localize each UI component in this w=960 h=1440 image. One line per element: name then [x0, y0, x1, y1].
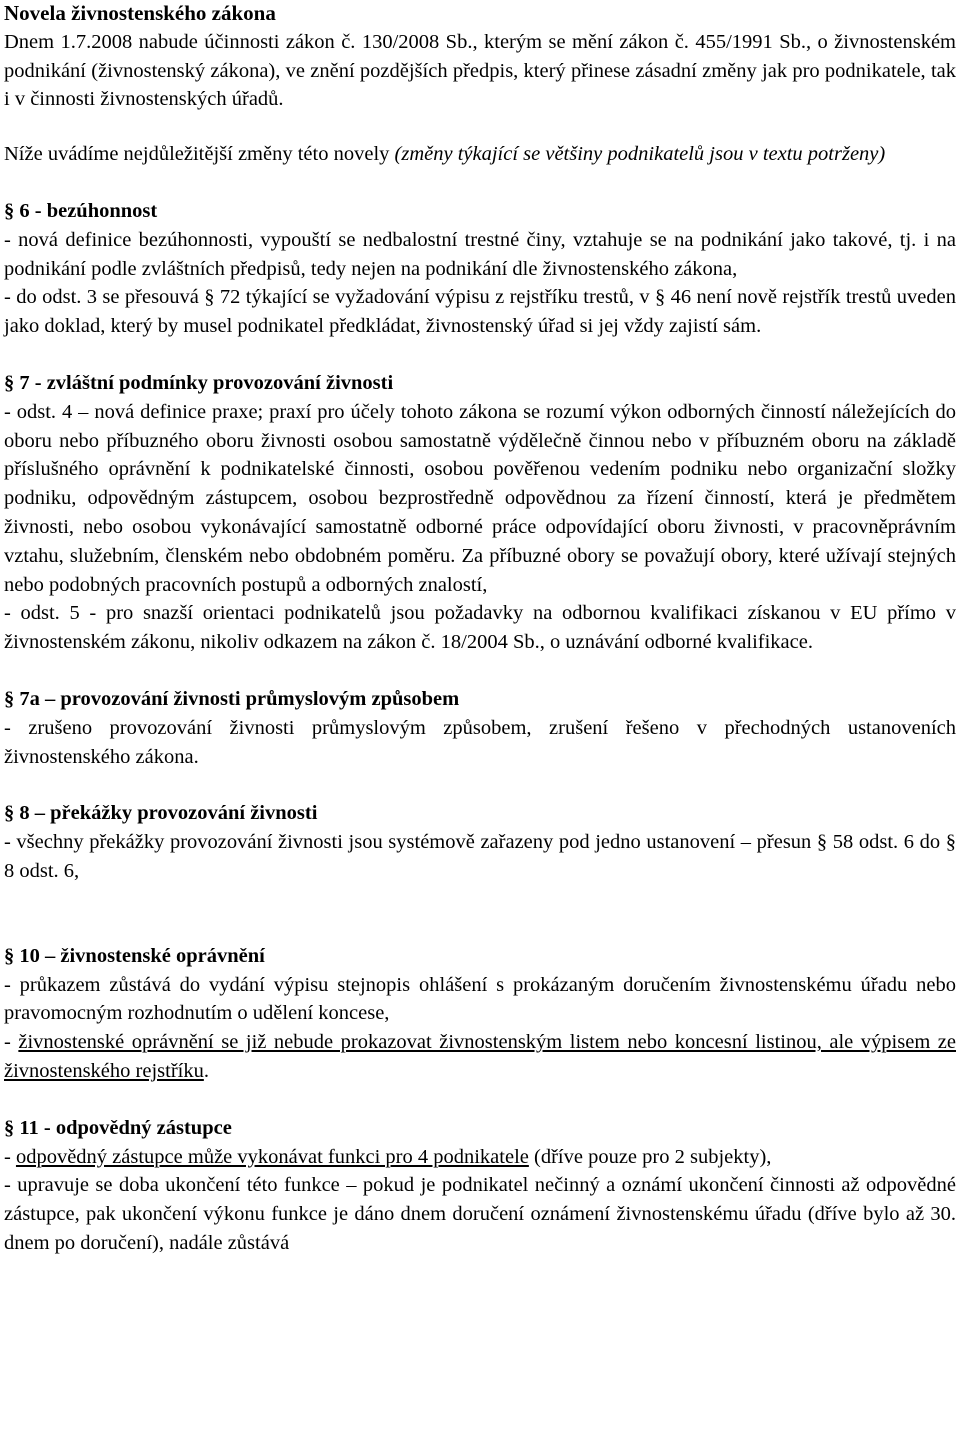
spacer [4, 886, 956, 942]
section-11-paragraph-1 [4, 1143, 956, 1172]
section-11-p1-underlined: odpovědný zástupce může vykonávat funkci pro 4 podnikatele [15, 1145, 529, 1168]
intro-paragraph: Dnem 1.7.2008 nabude účinnosti zákon č. 130/2008 Sb., kterým se mění zákon č. 455/1991 Sb., o živnostenském podnikání (živnostenský zákona), ve znění pozdějších předpis, který přinese zásadní změny jak pro podnikatele, tak i v činnosti živnostenských úřadů. [4, 30, 956, 111]
spacer [4, 341, 956, 369]
section-heading-6: § 6 - bezúhonnost [4, 199, 158, 222]
section-6-paragraph-1: - nová definice bezúhonnosti, vypouští se nedbalostní trestné činy, vztahuje se na podnikání jako takové, tj. i na podnikání podle zvláštních předpisů, tedy nejen na podnikání dle živnostenského zákona, [4, 228, 956, 280]
section-10-paragraph-1: - průkazem zůstává do vydání výpisu stejnopis ohlášení s prokázaným doručením živnostenskému úřadu nebo pravomocným rozhodnutím o udělení koncese, [4, 973, 956, 1025]
section-7-paragraph-2: - odst. 5 - pro snazší orientaci podnikatelů jsou požadavky na odbornou kvalifikaci získanou v EU přímo v živnostenském zákonu, nikoliv odkazem na zákon č. 18/2004 Sb., o uznávání odborné kvalifikace. [4, 602, 956, 654]
spacer [4, 771, 956, 799]
section-10-paragraph-2 [4, 1028, 956, 1086]
spacer [4, 169, 956, 197]
section-10-p2-suffix: . [203, 1059, 209, 1082]
spacer [4, 1086, 956, 1114]
section-7a-paragraph-1: - zrušeno provozování živnosti průmyslovým způsobem, zrušení řešeno v přechodných ustanoveních živnostenského zákona. [4, 716, 956, 768]
lead-italic-note: (změny týkající se většiny podnikatelů jsou v textu potrženy) [394, 143, 886, 166]
section-heading-8: § 8 – překážky provozování živnosti [4, 802, 318, 825]
section-10-p2-underlined: živnostenské oprávnění se již nebude prokazovat živnostenským listem nebo koncesní listinou, ale výpisem ze živnostenského rejstříku [4, 1031, 956, 1082]
section-heading-7: § 7 - zvláštní podmínky provozování živnosti [4, 371, 394, 394]
section-heading-10: § 10 – živnostenské oprávnění [4, 944, 265, 967]
spacer [4, 657, 956, 685]
section-11-p1-prefix: - [4, 1145, 16, 1168]
spacer [4, 114, 956, 140]
section-7-paragraph-1: - odst. 4 – nová definice praxe; praxí pro účely tohoto zákona se rozumí výkon odborných činností náležejících do oboru nebo příbuzného oboru živnosti osobou samostatně výdělečně činnou nebo v příbuzném oboru na základě příslušného oprávnění k podnikatelské činnosti, osobou pověřenou vedením podniku nebo organizační složky podniku, odpovědným zástupcem, osobou bezprostředně odpovědnou za řízení činností, která je předmětem živnosti, nebo osobou vykonávající samostatně odborné práce odpovídající oboru živnosti, v pracovněprávním vztahu, služebním, členském nebo obdobném poměru. Za příbuzné obory se považují obory, které užívají stejných nebo podobných pracovních postupů a odborných znalostí, [4, 400, 956, 596]
section-heading-11: § 11 - odpovědný zástupce [4, 1116, 232, 1139]
section-8-paragraph-1: - všechny překážky provozování živnosti jsou systémově zařazeny pod jedno ustanovení – přesun § 58 odst. 6 do § 8 odst. 6, [4, 831, 956, 882]
section-6-paragraph-2: - do odst. 3 se přesouvá § 72 týkající se vyžadování výpisu z rejstříku trestů, v § 46 není nově rejstřík trestů uveden jako doklad, který by musel podnikatel předkládat, živnostenský úřad si jej vždy zajistí sám. [4, 286, 956, 338]
lead-text: Níže uvádíme nejdůležitější změny této novely [4, 143, 395, 166]
document-title: Novela živnostenského zákona [4, 1, 276, 25]
section-10-p2-prefix: - [4, 1031, 19, 1054]
section-11-p1-suffix: (dříve pouze pro 2 subjekty), [528, 1145, 772, 1168]
section-heading-7a: § 7a – provozování živnosti průmyslovým způsobem [4, 687, 460, 710]
lead-paragraph [4, 140, 956, 169]
document-page [4, 0, 956, 1258]
section-11-paragraph-2: - upravuje se doba ukončení této funkce – pokud je podnikatel nečinný a oznámí ukončení činnosti až odpovědné zástupce, pak ukončení výkonu funkce je dáno dnem doručení oznámení živnostenskému úřadu (dříve bylo až 30. dnem po doručení), nadále zůstává [4, 1174, 956, 1254]
